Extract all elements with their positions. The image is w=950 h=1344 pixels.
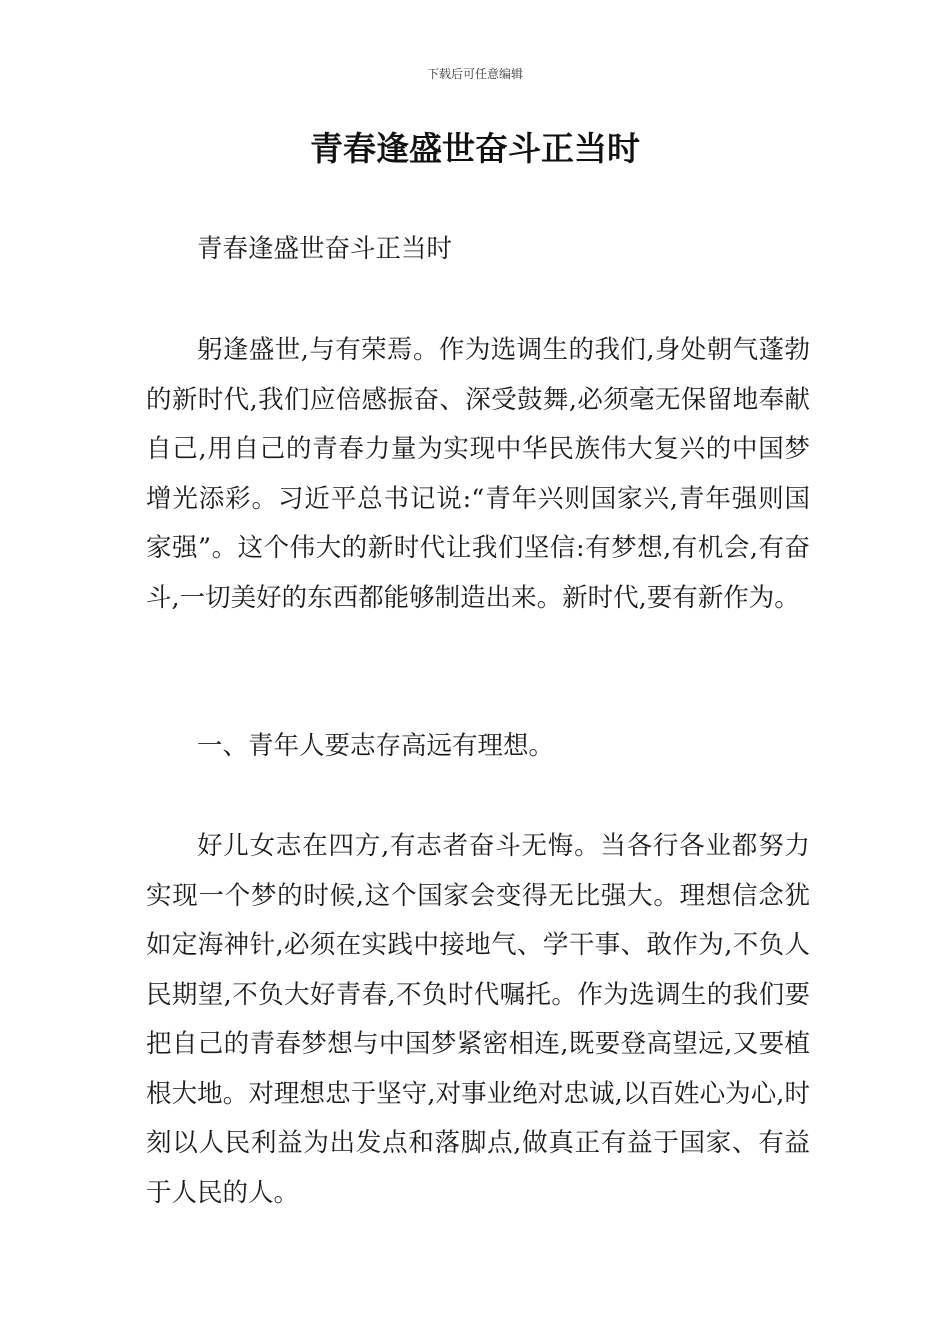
paragraph-section-1: 好儿女志在四方,有志者奋斗无悔。当各行各业都努力实现一个梦的时候,这个国家会变得无比强大。理想信念犹如定海神针,必须在实践中接地气、学干事、敢作为,不负人民期望,不负大好青春,不负时代嘱托。作为选调生的我们要把自己的青春梦想与中国梦紧密相连,既要登高望远,又要植根大地。对理想忠于坚守,对事业绝对忠诚,以百姓心为心,时刻以人民利益为出发点和落脚点,做真正有益于国家、有益于人民的人。 [146,831,810,1208]
document-subtitle: 青春逢盛世奋斗正当时 [197,234,453,264]
document-title: 青春逢盛世奋斗正当时 [310,129,640,168]
paragraph-intro: 躬逢盛世,与有荣焉。作为选调生的我们,身处朝气蓬勃的新时代,我们应倍感振奋、深受鼓舞,必须毫无保留地奉献自己,用自己的青春力量为实现中华民族伟大复兴的中国梦增光添彩。习近平总书记说:“青年兴则国家兴,青年强则国家强”。这个伟大的新时代让我们坚信:有梦想,有机会,有奋斗,一切美好的东西都能够制造出来。新时代,要有新作为。 [146,335,810,613]
header-note: 下载后可任意编辑 [426,67,523,81]
section-heading-1: 一、青年人要志存高远有理想。 [197,731,555,761]
